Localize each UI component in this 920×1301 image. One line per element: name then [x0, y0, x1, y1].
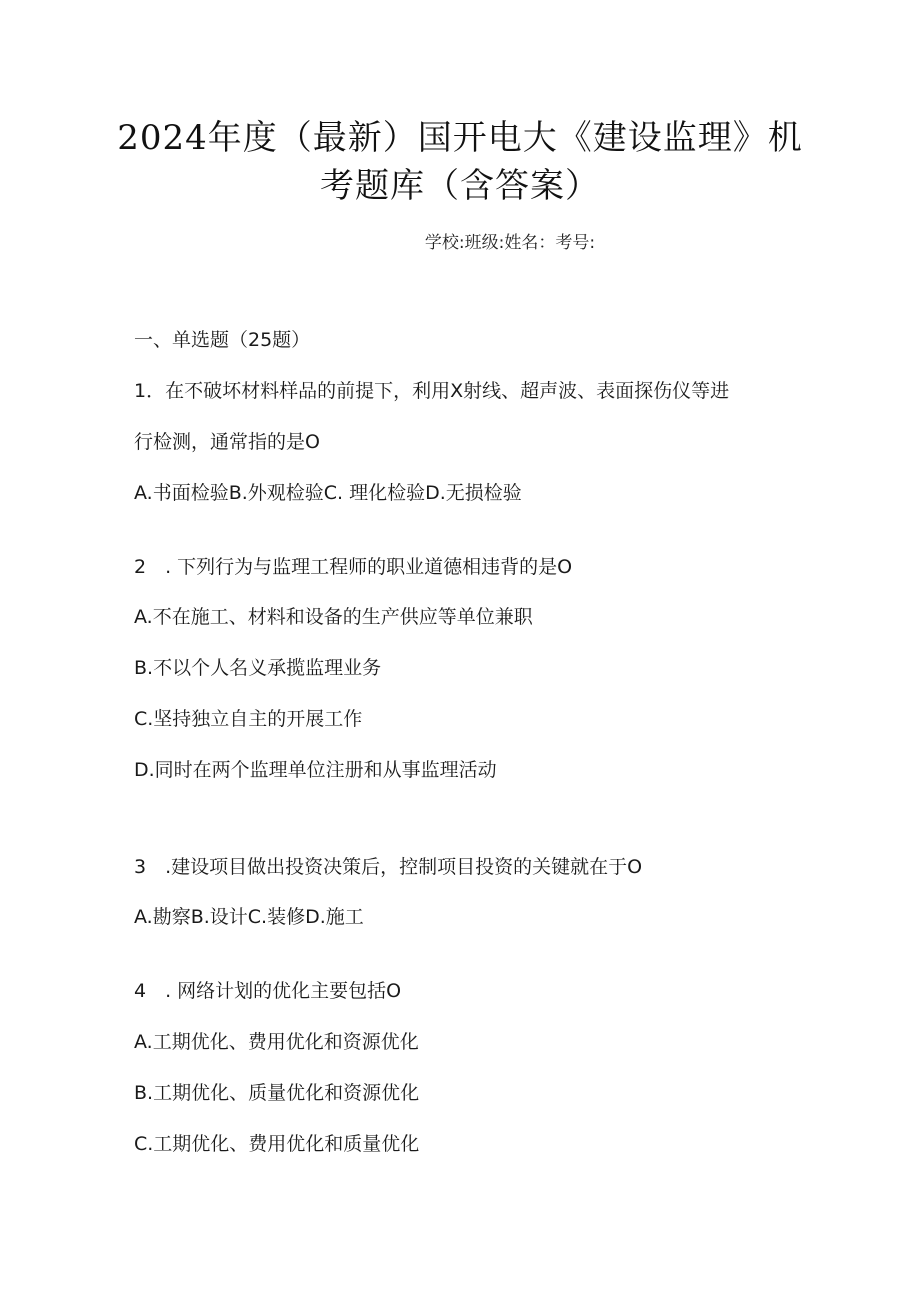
question-4-option-a: A.工期优化、费用优化和资源优化 — [134, 1031, 419, 1053]
section-heading: 一、单选题（25题） — [134, 329, 311, 351]
question-3-stem: 3 .建设项目做出投资决策后，控制项目投资的关键就在于O — [134, 856, 643, 878]
question-2-option-b: B.不以个人名义承揽监理业务 — [134, 657, 382, 679]
document-title-line-1: 2024年度（最新）国开电大《建设监理》机 — [117, 118, 803, 158]
question-1-options: A.书面检验B.外观检验C. 理化检验D.无损检验 — [134, 482, 522, 504]
question-1-stem-line-2: 行检测，通常指的是O — [134, 431, 320, 453]
student-info-line: 学校:班级:姓名：考号: — [424, 233, 596, 253]
question-4-option-b: B.工期优化、质量优化和资源优化 — [134, 1082, 420, 1104]
question-2-option-c: C.坚持独立自主的开展工作 — [134, 708, 363, 730]
question-2-option-a: A.不在施工、材料和设备的生产供应等单位兼职 — [134, 606, 533, 628]
question-4-option-c: C.工期优化、费用优化和质量优化 — [134, 1133, 420, 1155]
question-1-stem-line-1: 1．在不破坏材料样品的前提下，利用X射线、超声波、表面探伤仪等进 — [134, 380, 730, 402]
question-3-options: A.勘察B.设计C.装修D.施工 — [134, 906, 364, 928]
question-2-stem: 2 . 下列行为与监理工程师的职业道德相违背的是O — [134, 556, 573, 578]
question-2-option-d: D.同时在两个监理单位注册和从事监理活动 — [134, 759, 497, 781]
document-title-line-2: 考题库（含答案） — [320, 166, 600, 206]
question-4-stem: 4 . 网络计划的优化主要包括O — [134, 980, 402, 1002]
